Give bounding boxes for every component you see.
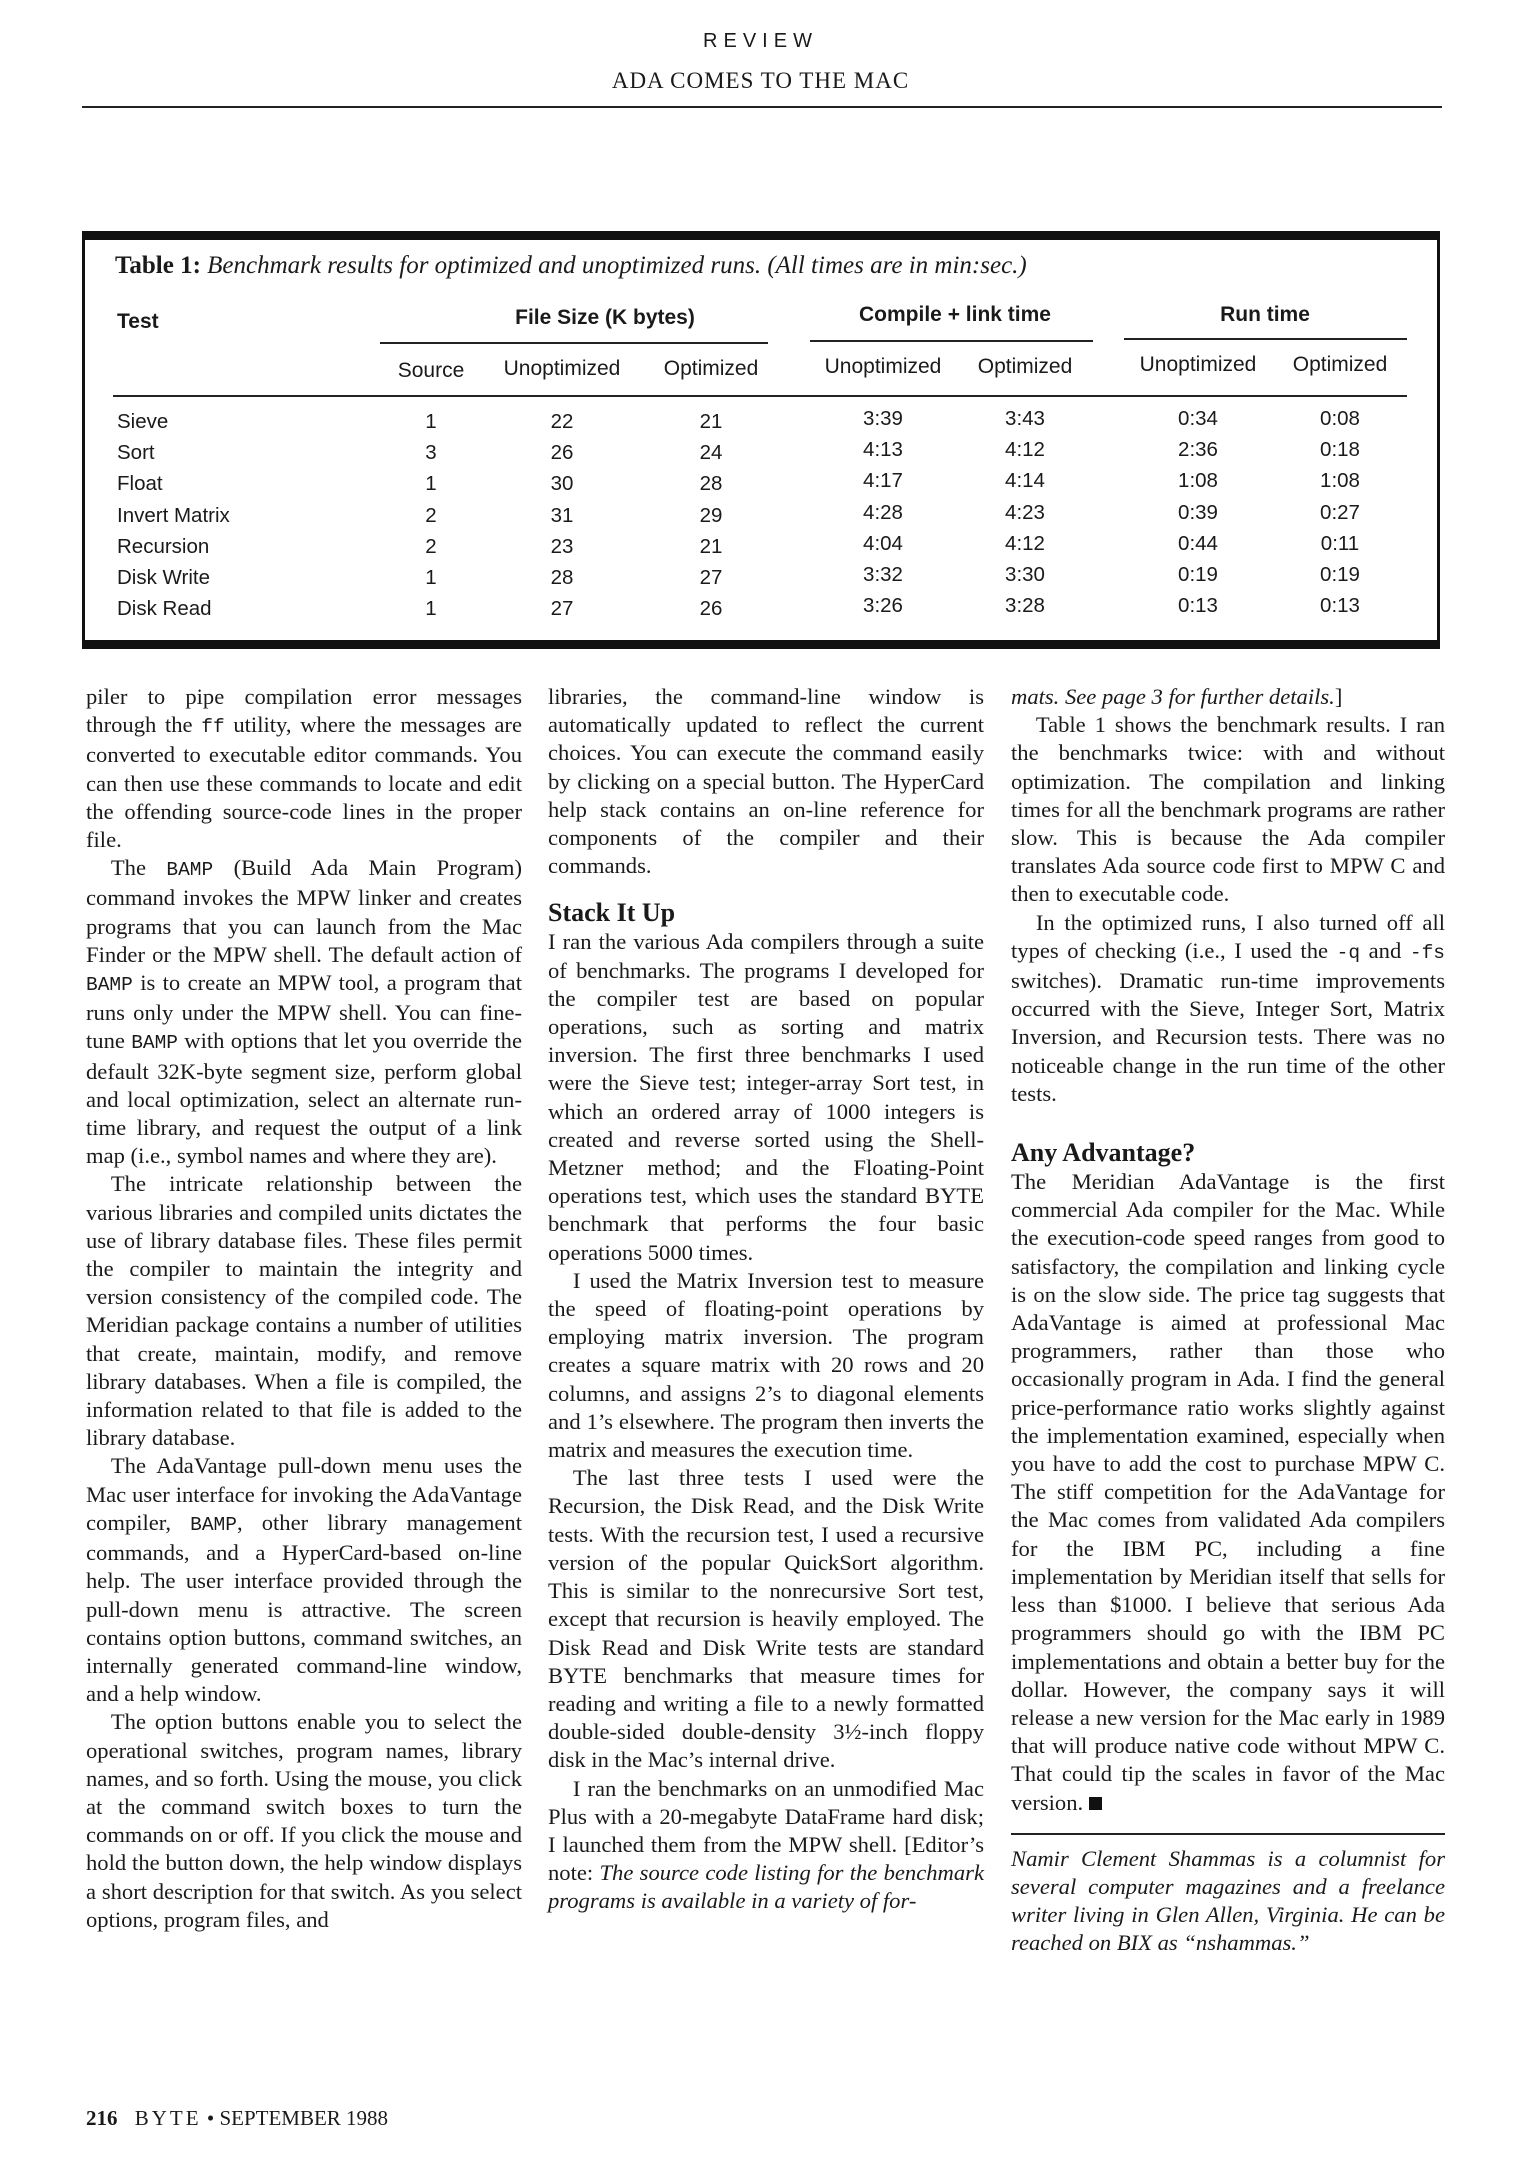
table-cell-rt-unopt: 0:44 <box>1178 531 1218 555</box>
paragraph: The last three tests I used were the Recursion, the Disk Read, and the Disk Write tests. With the recursion test, I used a recursive version of the popular QuickSort algorithm. This is similar to the nonrecursive Sort test, except that recursion is heavily employed. The Disk Read and Disk Write tests are standard BYTE benchmarks that measure times for reading and writing a file to a newly formatted double-sided double-density 3½-inch floppy disk in the Mac’s internal drive. <box>548 1465 984 1773</box>
table-cell-fs-opt: 27 <box>699 566 723 589</box>
paragraph: The intricate relationship between the various libraries and compiled units dictates the use of library database files. These files permit the compiler to maintain the integrity and version consistency of the compiled code. The Meridian package contains a number of utilities that create, maintain, modify, and remove library databases. When a file is compiled, the information related to that file is added to the library database. <box>86 1171 522 1451</box>
table-cell-test: Sieve <box>117 410 169 433</box>
table-cell-fs-opt: 21 <box>699 410 723 433</box>
table-cell-source: 3 <box>425 441 437 465</box>
table-cell-fs-opt: 29 <box>699 503 723 527</box>
paragraph: Table 1 shows the benchmark results. I ran the benchmarks twice: with and without optimization. The compilation and linking times for all the benchmark programs are rather slow. This is because the Ada compiler translates Ada source code first to MPW C and then to executable code. <box>1011 712 1445 907</box>
author-bio: Namir Clement Shammas is a columnist for several computer magazines and a freelance writer living in Glen Allen, Virginia. He can be reached on BIX as “nshammas.” <box>1011 1845 1445 1956</box>
subheader-cl-optimized: Optimized <box>977 355 1073 378</box>
table-cell-rt-unopt: 0:34 <box>1178 407 1218 430</box>
table-cell-rt-unopt: 0:13 <box>1178 594 1218 618</box>
table-caption <box>115 252 1027 280</box>
table-cell-fs-opt: 28 <box>699 472 723 496</box>
section-heading-stack-it-up: Stack It Up <box>548 898 676 928</box>
table-cell-rt-opt: 0:18 <box>1320 438 1360 462</box>
table-cell-cl-unopt: 3:26 <box>863 594 903 618</box>
paragraph: The BAMP (Build Ada Main Program) command invokes the MPW linker and creates programs that you can launch from the Mac Finder or the MPW shell. The default action of BAMP is to create an MPW tool, a program that runs only under the MPW shell. You can fine-tune BAMP with options that let you override the default 32K-byte segment size, perform global and local optimization, select an alternate run-time library, and request the output of a link map (i.e., symbol names and where they are). <box>86 855 522 1169</box>
table-cell-cl-unopt: 4:04 <box>863 531 903 555</box>
footer-separator: • <box>206 2106 215 2130</box>
table-cell-fs-unopt: 22 <box>550 410 574 433</box>
table-cell-source: 1 <box>425 597 437 621</box>
compile-underline <box>810 340 1093 342</box>
table-cell-cl-opt: 3:43 <box>1005 407 1045 430</box>
table-header-divider <box>113 395 1407 397</box>
col-group-compile-link: Compile + link time <box>859 303 1051 326</box>
paragraph: piler to pipe compilation error messages through the ff utility, where the messages are converted to executable editor commands. You can then use these commands to locate and edit the offending source-code lines in the proper file. <box>86 684 522 853</box>
run-time-underline <box>1124 338 1407 340</box>
page-footer <box>86 2106 388 2131</box>
subheader-cl-unoptimized: Unoptimized <box>824 355 942 378</box>
table-caption-label: Table 1: <box>115 252 201 279</box>
table-cell-fs-unopt: 27 <box>550 597 574 621</box>
table-cell-fs-opt: 26 <box>699 597 723 621</box>
table-cell-fs-unopt: 26 <box>550 441 574 465</box>
table-cell-rt-unopt: 1:08 <box>1178 469 1218 493</box>
table-cell-fs-unopt: 23 <box>550 534 574 558</box>
magazine-name: BYTE <box>134 2106 202 2130</box>
subheader-source: Source <box>397 359 465 382</box>
article-column-2 <box>548 683 984 1916</box>
subheader-fs-unoptimized: Unoptimized <box>503 357 621 380</box>
table-cell-source: 2 <box>425 503 437 527</box>
table-cell-cl-unopt: 4:17 <box>863 469 903 493</box>
paragraph: mats. See page 3 for further details.] <box>1011 684 1343 709</box>
paragraph: The option buttons enable you to select the operational switches, program names, library names, and so forth. Using the mouse, you click at the command switch boxes to turn the commands on or off. If you click the mouse and hold the button down, the help window displays a short description for that switch. As you select options, program files, and <box>86 1709 522 1932</box>
table-cell-rt-opt: 1:08 <box>1320 469 1360 493</box>
table-cell-fs-unopt: 30 <box>550 472 574 496</box>
table-cell-rt-opt: 0:19 <box>1320 563 1360 586</box>
table-cell-fs-opt: 21 <box>699 534 723 558</box>
table-cell-cl-opt: 4:12 <box>1005 531 1045 555</box>
table-caption-note: (All times are in min:sec.) <box>767 252 1027 279</box>
subheader-rt-optimized: Optimized <box>1292 353 1388 376</box>
table-cell-rt-opt: 0:13 <box>1320 594 1360 618</box>
issue-date: SEPTEMBER 1988 <box>219 2106 389 2130</box>
table-cell-test: Recursion <box>117 534 210 558</box>
table-cell-source: 1 <box>425 410 437 433</box>
table-cell-cl-unopt: 3:39 <box>863 407 903 430</box>
table-cell-cl-opt: 3:28 <box>1005 594 1045 618</box>
table-cell-cl-opt: 4:23 <box>1005 500 1045 524</box>
article-column-3 <box>1011 683 1445 1958</box>
paragraph: libraries, the command-line window is automatically updated to reflect the current choices. You can execute the command easily by clicking on a special button. The HyperCard help stack contains an on-line reference for components of the compiler and their commands. <box>548 684 984 879</box>
table-cell-cl-unopt: 4:28 <box>863 500 903 524</box>
subheader-rt-unoptimized: Unoptimized <box>1139 353 1257 376</box>
table-cell-cl-opt: 3:30 <box>1005 563 1045 586</box>
page-number: 216 <box>86 2106 118 2130</box>
article-running-title: ADA COMES TO THE MAC <box>611 68 910 93</box>
table-cell-test: Float <box>117 472 163 496</box>
table-cell-test: Disk Write <box>117 566 211 589</box>
table-cell-cl-opt: 4:12 <box>1005 438 1045 462</box>
table-cell-rt-opt: 0:11 <box>1320 531 1360 555</box>
table-cell-test: Disk Read <box>117 597 212 621</box>
table-cell-rt-unopt: 0:19 <box>1178 563 1218 586</box>
paragraph: I ran the benchmarks on an unmodified Mac Plus with a 20-megabyte DataFrame hard disk; I launched them from the MPW shell. [Editor’s note: The source code listing for the benchmark programs is available in a variety of for- <box>548 1775 984 1914</box>
table-caption-text: Benchmark results for optimized and unoptimized runs. <box>207 252 762 279</box>
header-divider <box>82 106 1442 108</box>
end-of-article-mark <box>1089 1797 1102 1810</box>
paragraph: I ran the various Ada compilers through a suite of benchmarks. The programs I developed for the compiler test are based on popular operations, such as sorting and matrix inversion. The first three benchmarks I used were the Sieve test; integer-array Sort test, in which an ordered array of 1000 integers is created and reverse sorted using the Shell-Metzner method; and the Floating-Point operations test, which uses the standard BYTE benchmark that performs the four basic operations 5000 times. <box>548 929 984 1265</box>
table-cell-source: 2 <box>425 534 437 558</box>
paragraph: The AdaVantage pull-down menu uses the Mac user interface for invoking the AdaVantage compiler, BAMP, other library management commands, and a HyperCard-based on-line help. The user interface provided through the pull-down menu is attractive. The screen contains option buttons, command switches, an internally generated command-line window, and a help window. <box>86 1453 522 1707</box>
table-cell-test: Invert Matrix <box>117 503 230 527</box>
table-cell-cl-opt: 4:14 <box>1005 469 1045 493</box>
paragraph: The Meridian AdaVantage is the first commercial Ada compiler for the Mac. While the execution-code speed ranges from good to satisfactory, the compilation and linking cycle is on the slow side. The price tag suggests that AdaVantage is aimed at professional Mac programmers, rather than those who occasionally program in Ada. I find the general price-performance ratio works slightly against the implementation examined, especially when you have to add the cost to purchase MPW C. The stiff competition for the AdaVantage for the Mac comes from validated Ada compilers for the IBM PC, including a fine implementation by Meridian itself that sells for less than $1000. I believe that serious Ada programmers should go with the IBM PC implementations and obtain a better buy for the dollar. However, the company says it will release a new version for the Mac early in 1989 that will produce native code without MPW C. That could tip the scales in favor of the Mac version. <box>1011 1169 1445 1815</box>
table-cell-cl-unopt: 4:13 <box>863 438 903 462</box>
table-cell-rt-unopt: 2:36 <box>1178 438 1218 462</box>
table-cell-fs-opt: 24 <box>699 441 723 465</box>
subheader-fs-optimized: Optimized <box>663 357 759 380</box>
table-cell-rt-opt: 0:27 <box>1320 500 1360 524</box>
file-size-underline <box>380 342 768 344</box>
bio-divider <box>1011 1833 1445 1835</box>
article-column-1 <box>86 683 522 1934</box>
col-group-run-time: Run time <box>1220 303 1310 326</box>
paragraph: I used the Matrix Inversion test to measure the speed of floating-point operations by employing matrix inversion. The program creates a square matrix with 20 rows and 20 columns, and assigns 2’s to diagonal elements and 1’s elsewhere. The program then inverts the matrix and measures the execution time. <box>548 1267 984 1463</box>
table-cell-source: 1 <box>425 566 437 589</box>
section-heading-any-advantage: Any Advantage? <box>1011 1138 1196 1168</box>
col-header-test: Test <box>117 310 159 333</box>
col-group-file-size: File Size (K bytes) <box>515 306 695 329</box>
table-cell-test: Sort <box>117 441 155 465</box>
table-cell-fs-unopt: 31 <box>550 503 574 527</box>
table-cell-source: 1 <box>425 472 437 496</box>
section-kicker: REVIEW <box>703 30 818 52</box>
table-cell-fs-unopt: 28 <box>550 566 574 589</box>
table-cell-cl-unopt: 3:32 <box>863 563 903 586</box>
table-cell-rt-opt: 0:08 <box>1320 407 1360 430</box>
paragraph: In the optimized runs, I also turned off all types of checking (i.e., I used the -q and -fs switches). Dramatic run-time improvements occurred with the Sieve, Integer Sort, Matrix Inversion, and Recursion tests. There was no noticeable change in the run time of the other tests. <box>1011 909 1445 1106</box>
table-cell-rt-unopt: 0:39 <box>1178 500 1218 524</box>
